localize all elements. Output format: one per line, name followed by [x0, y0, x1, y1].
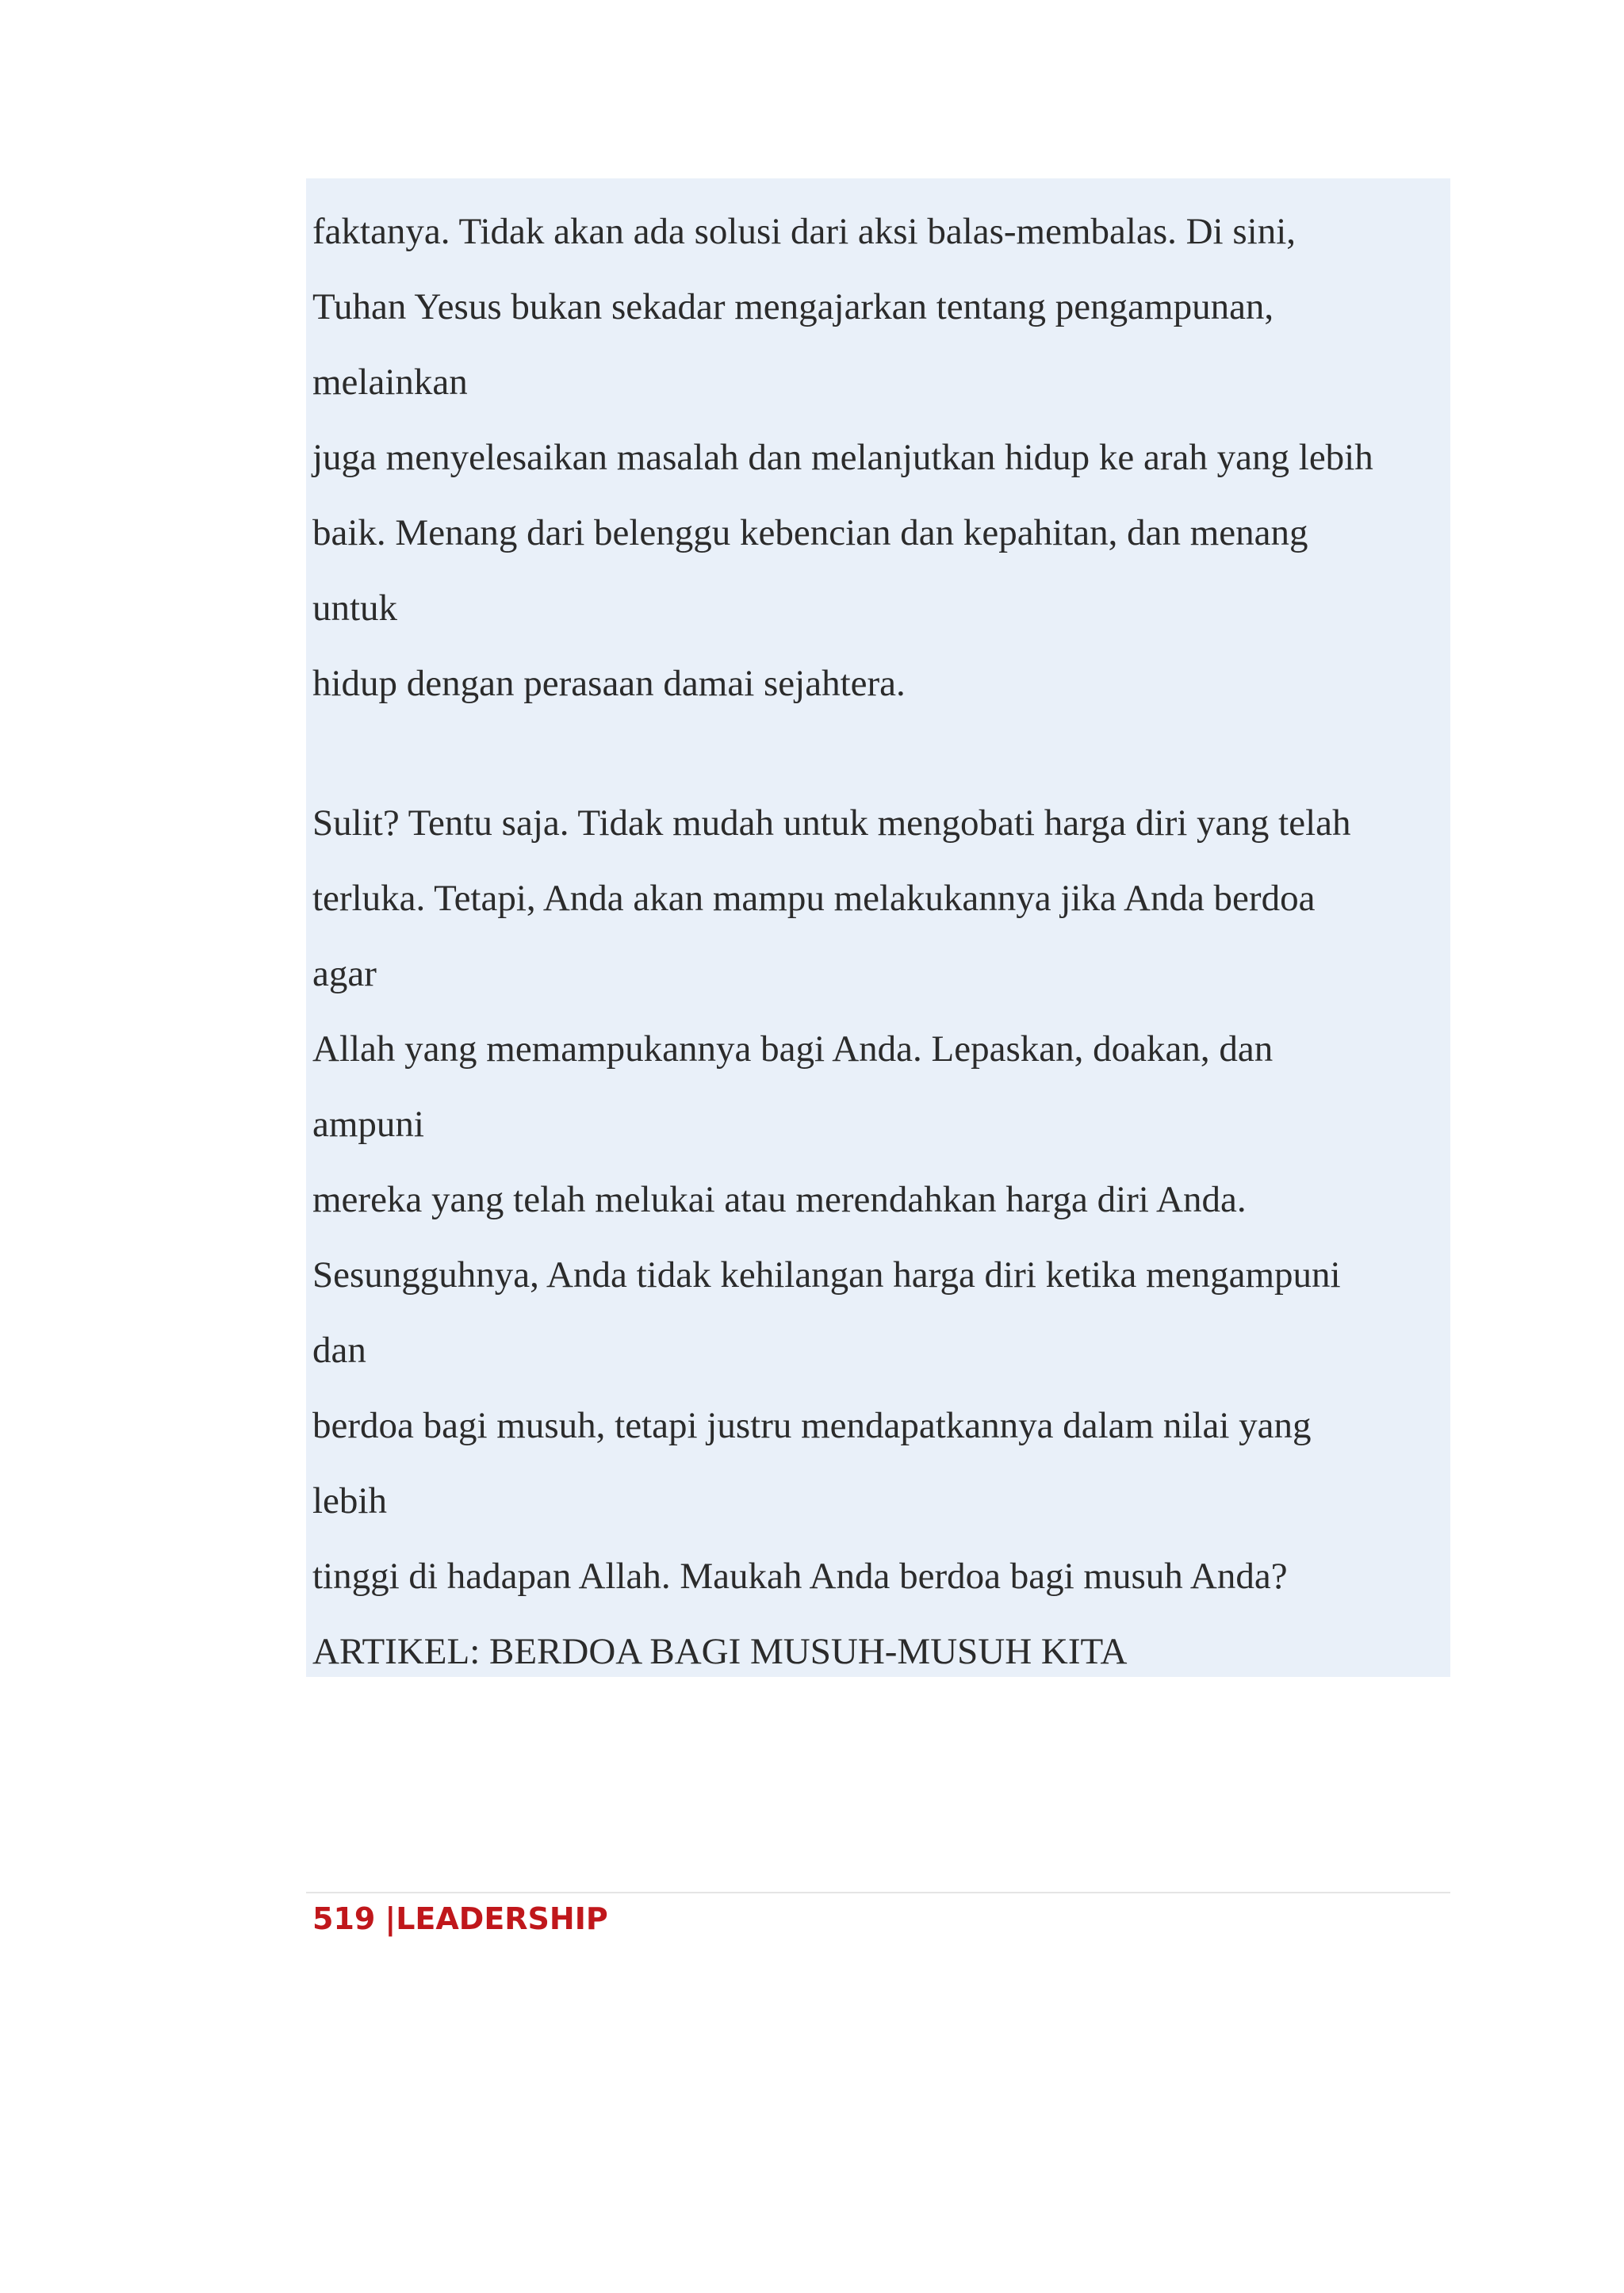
body-line: terluka. Tetapi, Anda akan mampu melakukannya jika Anda berdoa	[312, 878, 1316, 919]
body-line: faktanya. Tidak akan ada solusi dari aksi balas-membalas. Di sini,	[312, 211, 1297, 252]
body-line: berdoa bagi musuh, tetapi justru mendapatkannya dalam nilai yang	[312, 1405, 1312, 1446]
footer-separator: |	[385, 1901, 396, 1936]
body-line: lebih	[312, 1480, 387, 1522]
footer-section-title: LEADERSHIP	[396, 1901, 608, 1936]
body-line: juga menyelesaikan masalah dan melanjutkan hidup ke arah yang lebih	[312, 437, 1373, 478]
body-line: baik. Menang dari belenggu kebencian dan kepahitan, dan menang	[312, 512, 1308, 553]
article-source-line: ARTIKEL: BERDOA BAGI MUSUH-MUSUH KITA	[312, 1631, 1128, 1672]
body-line: ampuni	[312, 1104, 424, 1145]
body-line: untuk	[312, 588, 398, 629]
body-line: Sesungguhnya, Anda tidak kehilangan harga diri ketika mengampuni	[312, 1254, 1341, 1296]
body-line: mereka yang telah melukai atau merendahkan harga diri Anda.	[312, 1179, 1247, 1220]
body-line: Allah yang memampukannya bagi Anda. Lepaskan, doakan, dan	[312, 1028, 1274, 1070]
page-number: 519	[312, 1901, 376, 1936]
body-line: dan	[312, 1330, 366, 1371]
body-line: agar	[312, 953, 377, 994]
body-line: Tuhan Yesus bukan sekadar mengajarkan tentang pengampunan,	[312, 286, 1274, 327]
article-text-block	[306, 178, 1450, 1677]
body-line: tinggi di hadapan Allah. Maukah Anda berdoa bagi musuh Anda?	[312, 1556, 1288, 1597]
body-line: hidup dengan perasaan damai sejahtera.	[312, 663, 906, 704]
body-line: Sulit? Tentu saja. Tidak mudah untuk mengobati harga diri yang telah	[312, 802, 1351, 844]
body-line: melainkan	[312, 362, 468, 403]
footer-divider	[306, 1892, 1450, 1893]
page-footer	[312, 1897, 608, 1941]
